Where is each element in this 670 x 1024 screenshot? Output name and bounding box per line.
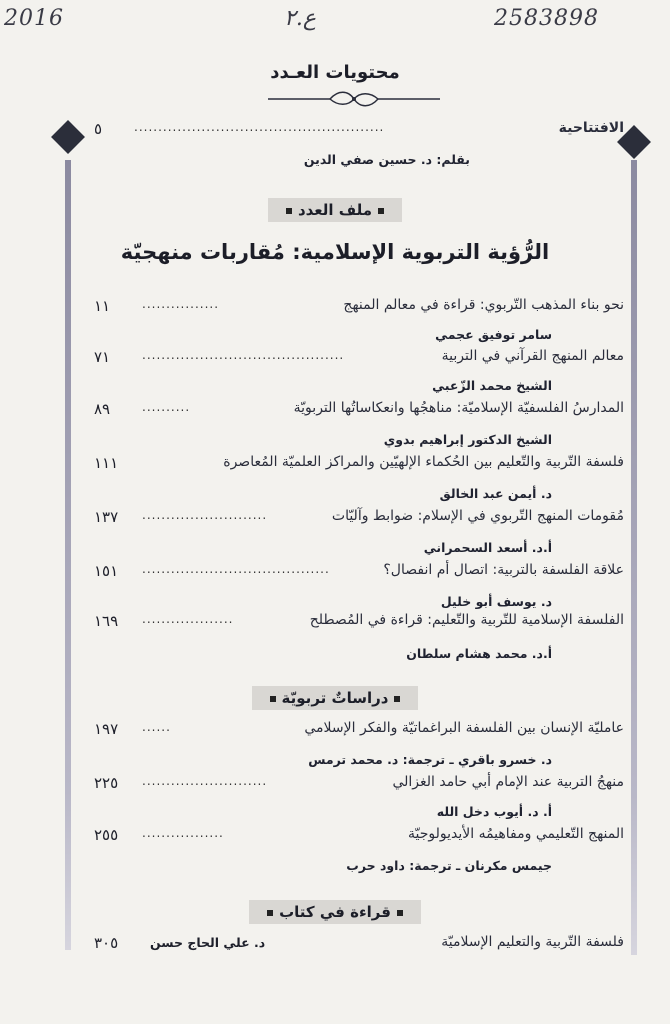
entry-title: الافتتاحية: [558, 120, 624, 136]
entry-title: معالم المنهج القرآني في التربية: [441, 348, 624, 364]
entry-author: د. يوسف أبو خليل: [440, 594, 552, 609]
page-number: ٢٢٥: [94, 774, 119, 792]
page-number: ١١١: [94, 454, 119, 472]
dot-leader: ...................: [142, 612, 234, 626]
toc-entry: [94, 454, 624, 476]
dot-leader: ................: [142, 297, 220, 311]
section-label: قراءة في كتاب: [279, 903, 391, 921]
page-number: ١١: [94, 297, 111, 315]
toc-entry-opening: [94, 120, 624, 142]
dot-leader: ..........: [142, 400, 191, 414]
entry-author: الشيخ محمد الزّعبي: [432, 378, 552, 393]
entry-title: المدارسُ الفلسفيّة الإسلاميّة: مناهجُها وانعكاساتُها التربويّة: [293, 400, 624, 416]
handwritten-number: 2583898: [494, 6, 599, 31]
entry-author: أ.د. أسعد السحمراني: [423, 540, 552, 555]
section-dossier: [0, 198, 670, 222]
section-studies: [0, 686, 670, 710]
entry-title: نحو بناء المذهب التّربوي: قراءة في معالم المنهج: [343, 297, 624, 313]
entry-author: د. أيمن عبد الخالق: [439, 486, 552, 501]
page-number: ١٣٧: [94, 508, 119, 526]
entry-author: جيمس مكرنان ـ ترجمة: داود حرب: [346, 858, 552, 873]
handwritten-issue: ع.٢: [284, 6, 316, 31]
entry-author: د. علي الحاج حسن: [150, 935, 266, 950]
handwritten-year: 2016: [4, 6, 64, 31]
entry-author: الشيخ الدكتور إبراهيم بدوي: [383, 432, 552, 447]
page-number: ٢٥٥: [94, 826, 119, 844]
title-ornament: [268, 88, 440, 110]
entry-title: فلسفة التّربية والتعليم الإسلاميّة: [441, 934, 624, 950]
entry-author: أ.د. محمد هشام سلطان: [406, 646, 552, 661]
dot-leader: ..........................................: [142, 348, 345, 362]
dot-leader: ....................................................: [134, 120, 385, 134]
page-number: ١٥١: [94, 562, 119, 580]
section-book-review: [0, 900, 670, 924]
dot-leader: ..........................: [142, 508, 268, 522]
dossier-headline: الرُّؤية التربوية الإسلامية: مُقاربات منهجيّة: [120, 240, 550, 264]
toc-entry: [94, 826, 624, 848]
page-number: ٧١: [94, 348, 111, 366]
page-number: ٨٩: [94, 400, 111, 418]
toc-entry: [94, 348, 624, 370]
entry-author: أ. د. أيوب دخل الله: [436, 804, 552, 819]
entry-title: منهجُ التربية عند الإمام أبي حامد الغزالي: [392, 774, 624, 790]
dot-leader: ......: [142, 720, 171, 734]
page-number: ١٩٧: [94, 720, 119, 738]
entry-title: مُقومات المنهج التّربوي في الإسلام: ضوابط وآليّات: [331, 508, 624, 524]
toc-entry: [94, 720, 624, 742]
page-number: ٣٠٥: [94, 934, 119, 952]
entry-title: عامليّة الإنسان بين الفلسفة البراغماتيّة والفكر الإسلامي: [304, 720, 624, 736]
entry-title: فلسفة التّربية والتّعليم بين الحُكماء الإلهيّين والمراكز العلميّة المُعاصرة: [223, 454, 624, 470]
toc-entry-book: [94, 934, 624, 956]
page-number: ٥: [94, 120, 103, 138]
entry-author: د. خسرو باقري ـ ترجمة: د. محمد ترمس: [308, 752, 552, 767]
entry-title: الفلسفة الإسلامية للتّربية والتّعليم: قراءة في المُصطلح: [309, 612, 624, 628]
entry-title: المنهج التّعليمي ومفاهيمُه الأيديولوجيّة: [407, 826, 624, 842]
page-title: محتويات العـدد: [270, 62, 400, 83]
toc-entry: [94, 612, 624, 634]
dot-leader: ..........................: [142, 774, 268, 788]
toc-entry: [94, 508, 624, 530]
entry-author: سامر توفيق عجمي: [435, 327, 552, 342]
right-frame-bar: [631, 160, 637, 955]
dot-leader: .................: [142, 826, 224, 840]
dot-leader: .......................................: [142, 562, 330, 576]
section-label: دراساتٌ تربويّة: [281, 689, 389, 707]
toc-entry: [94, 297, 624, 319]
opening-author: بقلم: د. حسين صفي الدين: [303, 152, 470, 167]
toc-entry: [94, 774, 624, 796]
entry-title: علاقة الفلسفة بالتربية: اتصال أم انفصال؟: [383, 562, 624, 578]
section-label: ملف العدد: [297, 201, 373, 219]
toc-entry: [94, 400, 624, 422]
toc-entry: [94, 562, 624, 584]
left-frame-bar: [65, 160, 71, 950]
page-number: ١٦٩: [94, 612, 119, 630]
left-diamond-ornament: [51, 120, 85, 154]
